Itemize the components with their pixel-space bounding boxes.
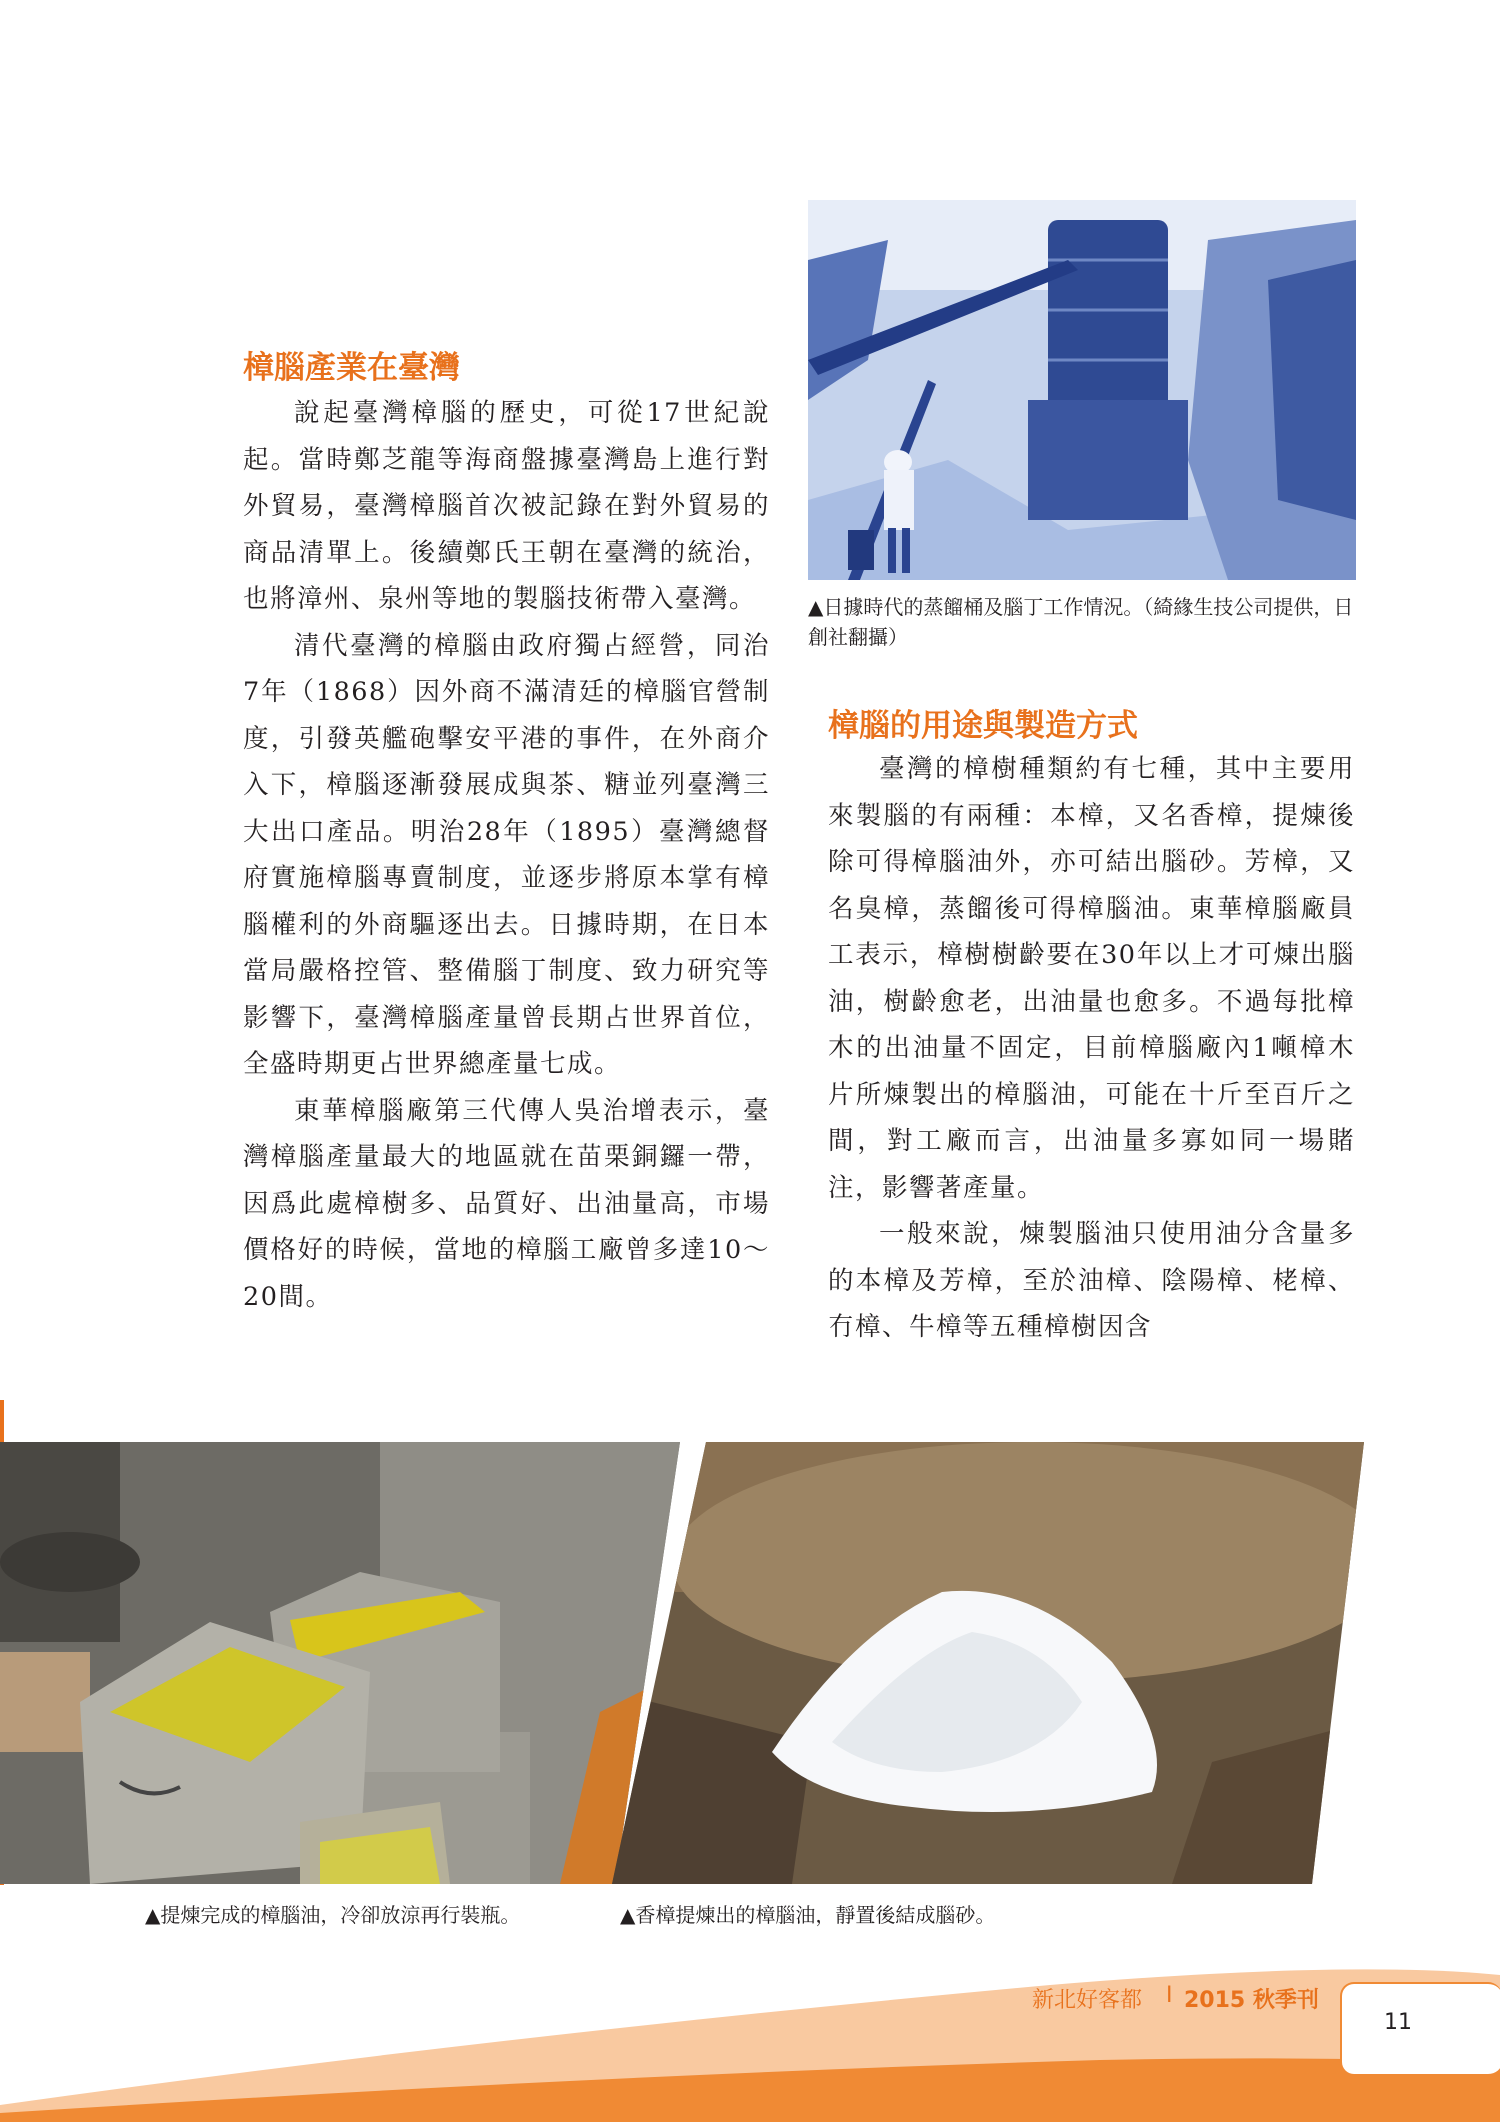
issue-label: 2015 秋季刊 [1184, 1988, 1319, 2013]
paragraph: 臺灣的樟樹種類約有七種，其中主要用來製腦的有兩種：本樟，又名香樟，提煉後除可得樟腦油外，亦可結出腦砂。芳樟，又名臭樟，蒸餾後可得樟腦油。東華樟腦廠員工表示，樟樹樹齡要在30年以上才可煉出腦油，樹齡愈老，出油量也愈多。不過每批樟木的出油量不固定，目前樟腦廠內1噸樟木片所煉製出的樟腦油，可能在十斤至百斤之間，對工廠而言，出油量多寡如同一場賭注，影響著產量。 [828, 754, 1355, 1203]
section-heading-camphor-industry: 樟腦產業在臺灣 [243, 350, 460, 386]
footer-wave-decoration [0, 1955, 1500, 2122]
paragraph: 東華樟腦廠第三代傳人吳治增表示，臺灣樟腦產量最大的地區就在苗栗銅鑼一帶，因爲此處樟樹多、品質好、出油量高，市場價格好的時候，當地的樟腦工廠曾多達10～20間。 [243, 1095, 770, 1312]
photo-caption-bottom-right: ▲香樟提煉出的樟腦油，靜置後結成腦砂。 [620, 1903, 996, 1927]
page-number: 11 [1384, 2010, 1412, 2035]
camphor-oil-tanks-photo [0, 1442, 680, 1884]
magazine-title: 新北好客都 [1032, 1988, 1143, 2013]
section1-body [243, 390, 770, 1320]
photo-caption-bottom-left: ▲提煉完成的樟腦油，冷卻放涼再行裝瓶。 [145, 1903, 521, 1927]
photo-caption-top: ▲日據時代的蒸餾桶及腦丁工作情況。（綺緣生技公司提供，日創社翻攝） [808, 595, 1354, 649]
paragraph: 一般來說，煉製腦油只使用油分含量多的本樟及芳樟，至於油樟、陰陽樟、栳樟、冇樟、牛樟等五種樟樹因含 [828, 1219, 1355, 1342]
page-number-tab [1340, 1982, 1500, 2076]
historical-distillery-photo [808, 200, 1356, 580]
section-heading-uses-and-methods: 樟腦的用途與製造方式 [828, 708, 1138, 744]
footer-separator: I [1166, 1983, 1173, 2008]
distillery-illustration [808, 200, 1356, 580]
section2-body [828, 746, 1355, 1351]
oil-tanks-illustration [0, 1442, 680, 1884]
paragraph: 清代臺灣的樟腦由政府獨占經營，同治7年（1868）因外商不滿清廷的樟腦官營制度，引發英艦砲擊安平港的事件，在外商介入下，樟腦逐漸發展成與茶、糖並列臺灣三大出口產品。明治28年（1895）臺灣總督府實施樟腦專賣制度，並逐步將原本掌有樟腦權利的外商驅逐出去。日據時期，在日本當局嚴格控管、整備腦丁制度、致力研究等影響下，臺灣樟腦產量曾長期占世界首位，全盛時期更占世界總產量七成。 [243, 630, 770, 1079]
camphor-crystals-illustration [612, 1442, 1364, 1884]
paragraph: 說起臺灣樟腦的歷史，可從17世紀說起。當時鄭芝龍等海商盤據臺灣島上進行對外貿易，臺灣樟腦首次被記錄在對外貿易的商品清單上。後續鄭氏王朝在臺灣的統治，也將漳州、泉州等地的製腦技術帶入臺灣。 [243, 398, 770, 614]
camphor-crystals-photo [612, 1442, 1364, 1884]
